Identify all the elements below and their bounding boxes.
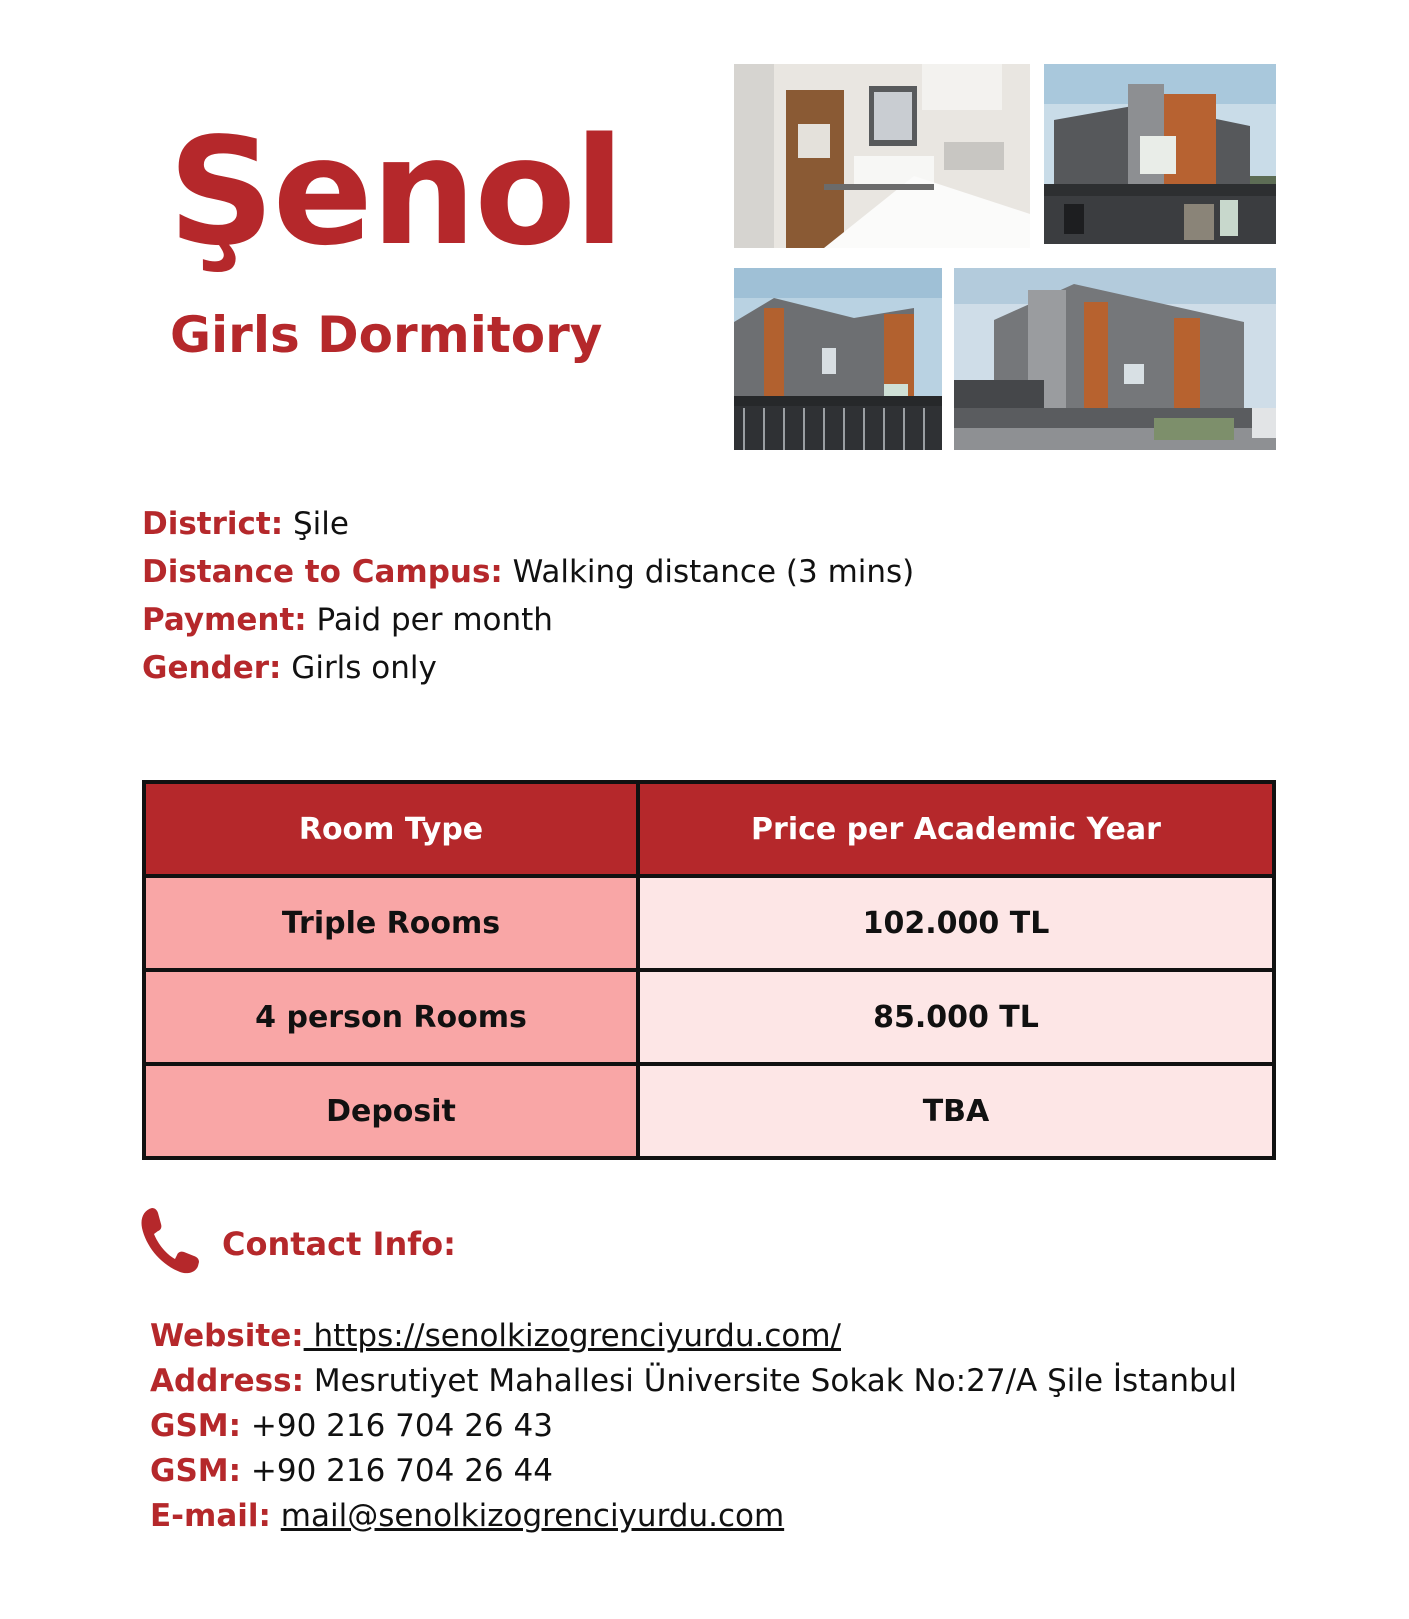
payment-value: Paid per month (306, 602, 553, 638)
contact-title: Contact Info: (222, 1225, 456, 1263)
header-price: Price per Academic Year (638, 782, 1274, 876)
email-label: E-mail: (150, 1498, 271, 1534)
phone-icon (138, 1206, 200, 1276)
website-row (150, 1314, 1237, 1359)
contact-info (150, 1314, 1237, 1539)
gsm-value: +90 216 704 26 43 (241, 1408, 553, 1444)
gender-value: Girls only (281, 650, 437, 686)
email-link[interactable]: mail@senolkizogrenciyurdu.com (280, 1498, 785, 1534)
dorm-room-photo (734, 64, 1030, 248)
payment-row (142, 596, 914, 644)
distance-row (142, 548, 914, 596)
table-row (144, 876, 1274, 970)
gender-row (142, 644, 914, 692)
table-row (144, 970, 1274, 1064)
building-side-photo (734, 268, 942, 450)
gsm-value: +90 216 704 26 44 (241, 1453, 553, 1489)
gsm-label: GSM: (150, 1453, 242, 1489)
building-street-photo (954, 268, 1276, 450)
table-header-row (144, 782, 1274, 876)
district-label: District: (142, 506, 284, 542)
room-type-cell: Triple Rooms (144, 876, 638, 970)
email-row (150, 1494, 1237, 1539)
gsm-row (150, 1404, 1237, 1449)
room-type-cell: Deposit (144, 1064, 638, 1158)
website-link[interactable]: https://senolkizogrenciyurdu.com/ (303, 1318, 841, 1354)
building-front-photo (1044, 64, 1276, 244)
price-table (142, 780, 1276, 1160)
distance-label: Distance to Campus: (142, 554, 503, 590)
gender-label: Gender: (142, 650, 282, 686)
page-subtitle: Girls Dormitory (170, 306, 603, 364)
price-cell: 102.000 TL (638, 876, 1274, 970)
table-row (144, 1064, 1274, 1158)
address-row (150, 1359, 1237, 1404)
header-room-type: Room Type (144, 782, 638, 876)
distance-value: Walking distance (3 mins) (502, 554, 915, 590)
district-value: Şile (283, 506, 349, 542)
page-title: Şenol (168, 106, 623, 278)
district-row (142, 500, 914, 548)
price-cell: 85.000 TL (638, 970, 1274, 1064)
dorm-info (142, 500, 914, 692)
price-cell: TBA (638, 1064, 1274, 1158)
address-value: Mesrutiyet Mahallesi Üniversite Sokak No:27/A Şile İstanbul (304, 1363, 1237, 1399)
gsm-label: GSM: (150, 1408, 242, 1444)
room-type-cell: 4 person Rooms (144, 970, 638, 1064)
payment-label: Payment: (142, 602, 307, 638)
address-label: Address: (150, 1363, 304, 1399)
gsm-row (150, 1449, 1237, 1494)
website-label: Website: (150, 1318, 304, 1354)
